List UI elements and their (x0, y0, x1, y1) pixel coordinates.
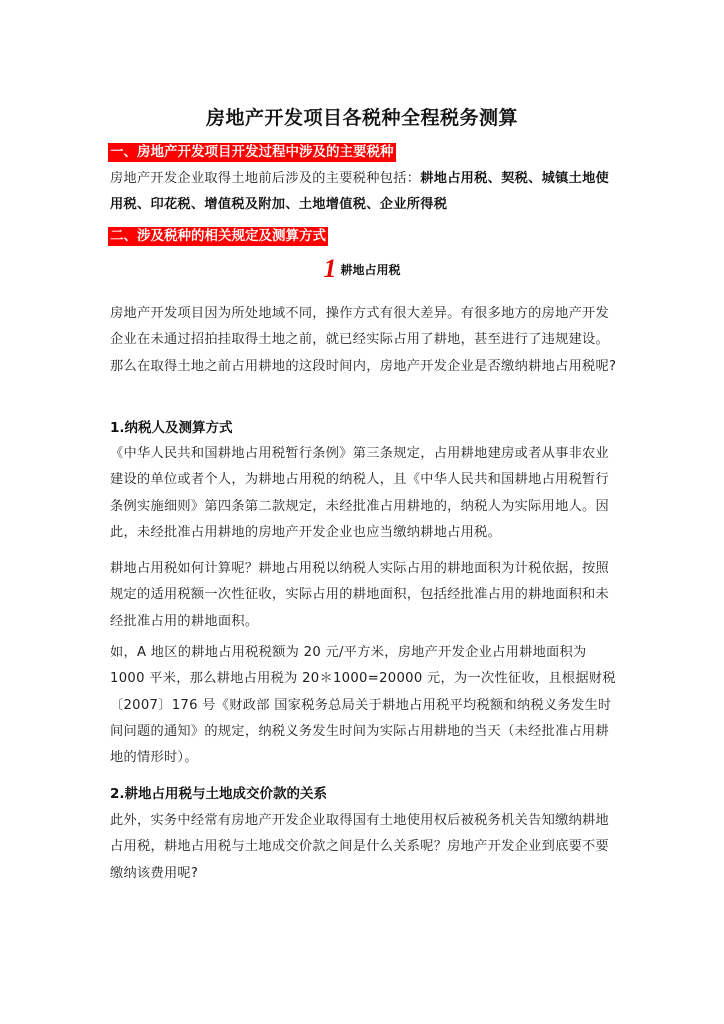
tax-1-name: 耕地占用税 (340, 262, 401, 277)
subsection-2-title: 2.耕地占用税与土地成交价款的关系 (110, 786, 328, 802)
tax-1-number: 1 (323, 254, 337, 283)
section-1-tax-list: 耕地占用税、契税、城镇土地使用税、印花税、增值税及附加、土地增值税、企业所得税 (110, 171, 610, 213)
section-1-paragraph (110, 166, 620, 219)
document-title: 房地产开发项目各税种全程税务测算 (205, 107, 518, 129)
subsection-2-paragraph-1: 此外，实务中经常有房地产开发企业取得国有土地使用权后被税务机关告知缴纳耕地占用税，耕地占用税与土地成交价款之间是什么关系呢？房地产开发企业到底要不要缴纳该费用呢? (110, 813, 610, 881)
section-1-heading: 一、房地产开发项目开发过程中涉及的主要税种 (110, 144, 394, 160)
tax-1-intro-paragraph: 房地产开发项目因为所处地域不同，操作方式有很大差异。有很多地方的房地产开发企业在未通过招拍挂取得土地之前，就已经实际占用了耕地，甚至进行了违规建设。那么在取得土地之前占用耕地的这段时间内，房地产开发企业是否缴纳耕地占用税呢? (110, 306, 617, 374)
subsection-1-title: 1.纳税人及测算方式 (110, 420, 233, 436)
subsection-1-paragraph-1: 《中华人民共和国耕地占用税暂行条例》第三条规定，占用耕地建房或者从事非农业建设的单位或者个人，为耕地占用税的纳税人，且《中华人民共和国耕地占用税暂行条例实施细则》第四条第二款规定，未经批准占用耕地的，纳税人为实际用地人。因此，未经批准占用耕地的房地产开发企业也应当缴纳耕地占用税。 (110, 446, 610, 540)
tax-1-heading (0, 254, 724, 284)
section-2-heading: 二、涉及税种的相关规定及测算方式 (110, 228, 326, 244)
subsection-1-paragraph-2: 耕地占用税如何计算呢？耕地占用税以纳税人实际占用的耕地面积为计税依据，按照规定的适用税额一次性征收，实际占用的耕地面积，包括经批准占用的耕地面积和未经批准占用的耕地面积。 (110, 561, 610, 629)
section-1-intro: 房地产开发企业取得土地前后涉及的主要税种包括： (110, 171, 421, 186)
subsection-1-paragraph-3: 如，A 地区的耕地占用税税额为 20 元/平方米，房地产开发企业占用耕地面积为 1000 平米，那么耕地占用税为 20＊1000=20000 元，为一次性征收，且根据财税〔2007〕176 号《财政部 国家税务总局关于耕地占用税平均税额和纳税义务发生时间问题的通知》的规定，纳税义务发生时间为实际占用耕地的当天（未经批准占用耕地的情形时）。 (110, 645, 616, 766)
